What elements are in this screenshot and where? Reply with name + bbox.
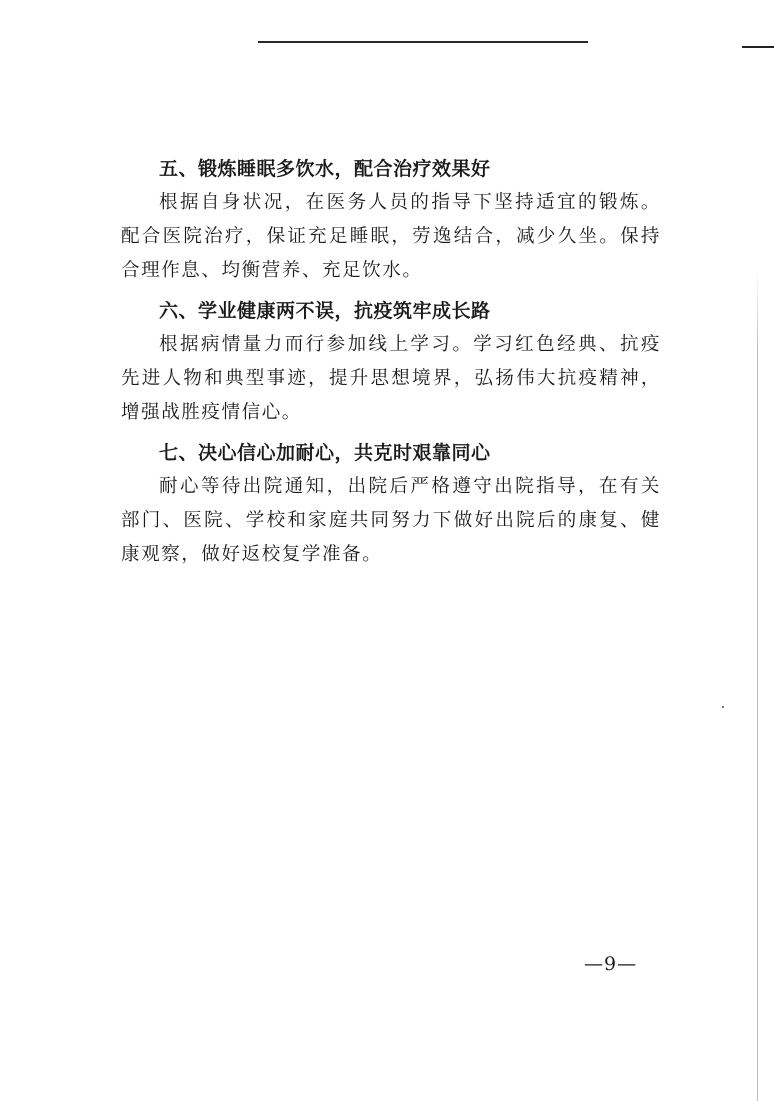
section-6-heading: 六、学业健康两不误，抗疫筑牢成长路 bbox=[159, 300, 491, 322]
page-number: —9— bbox=[584, 953, 638, 975]
section-5-paragraph: 根据自身状况，在医务人员的指导下坚持适宜的锻炼。配合医院治疗，保证充足睡眠，劳逸结合，减少久坐。保持合理作息、均衡营养、充足饮水。 bbox=[121, 192, 661, 281]
section-7-heading: 七、决心信心加耐心，共克时艰靠同心 bbox=[159, 442, 491, 464]
section-6-paragraph: 根据病情量力而行参加线上学习。学习红色经典、抗疫先进人物和典型事迹，提升思想境界，弘扬伟大抗疫精神，增强战胜疫情信心。 bbox=[121, 334, 661, 423]
document-body bbox=[121, 152, 661, 578]
scan-edge-line bbox=[757, 270, 758, 1101]
corner-mark bbox=[742, 46, 774, 48]
section-7-paragraph: 耐心等待出院通知，出院后严格遵守出院指导，在有关部门、医院、学校和家庭共同努力下做好出院后的康复、健康观察，做好返校复学准备。 bbox=[121, 476, 661, 565]
header-rule bbox=[258, 41, 588, 43]
scan-speck bbox=[722, 706, 724, 708]
section-5-heading: 五、锻炼睡眠多饮水，配合治疗效果好 bbox=[159, 158, 491, 180]
